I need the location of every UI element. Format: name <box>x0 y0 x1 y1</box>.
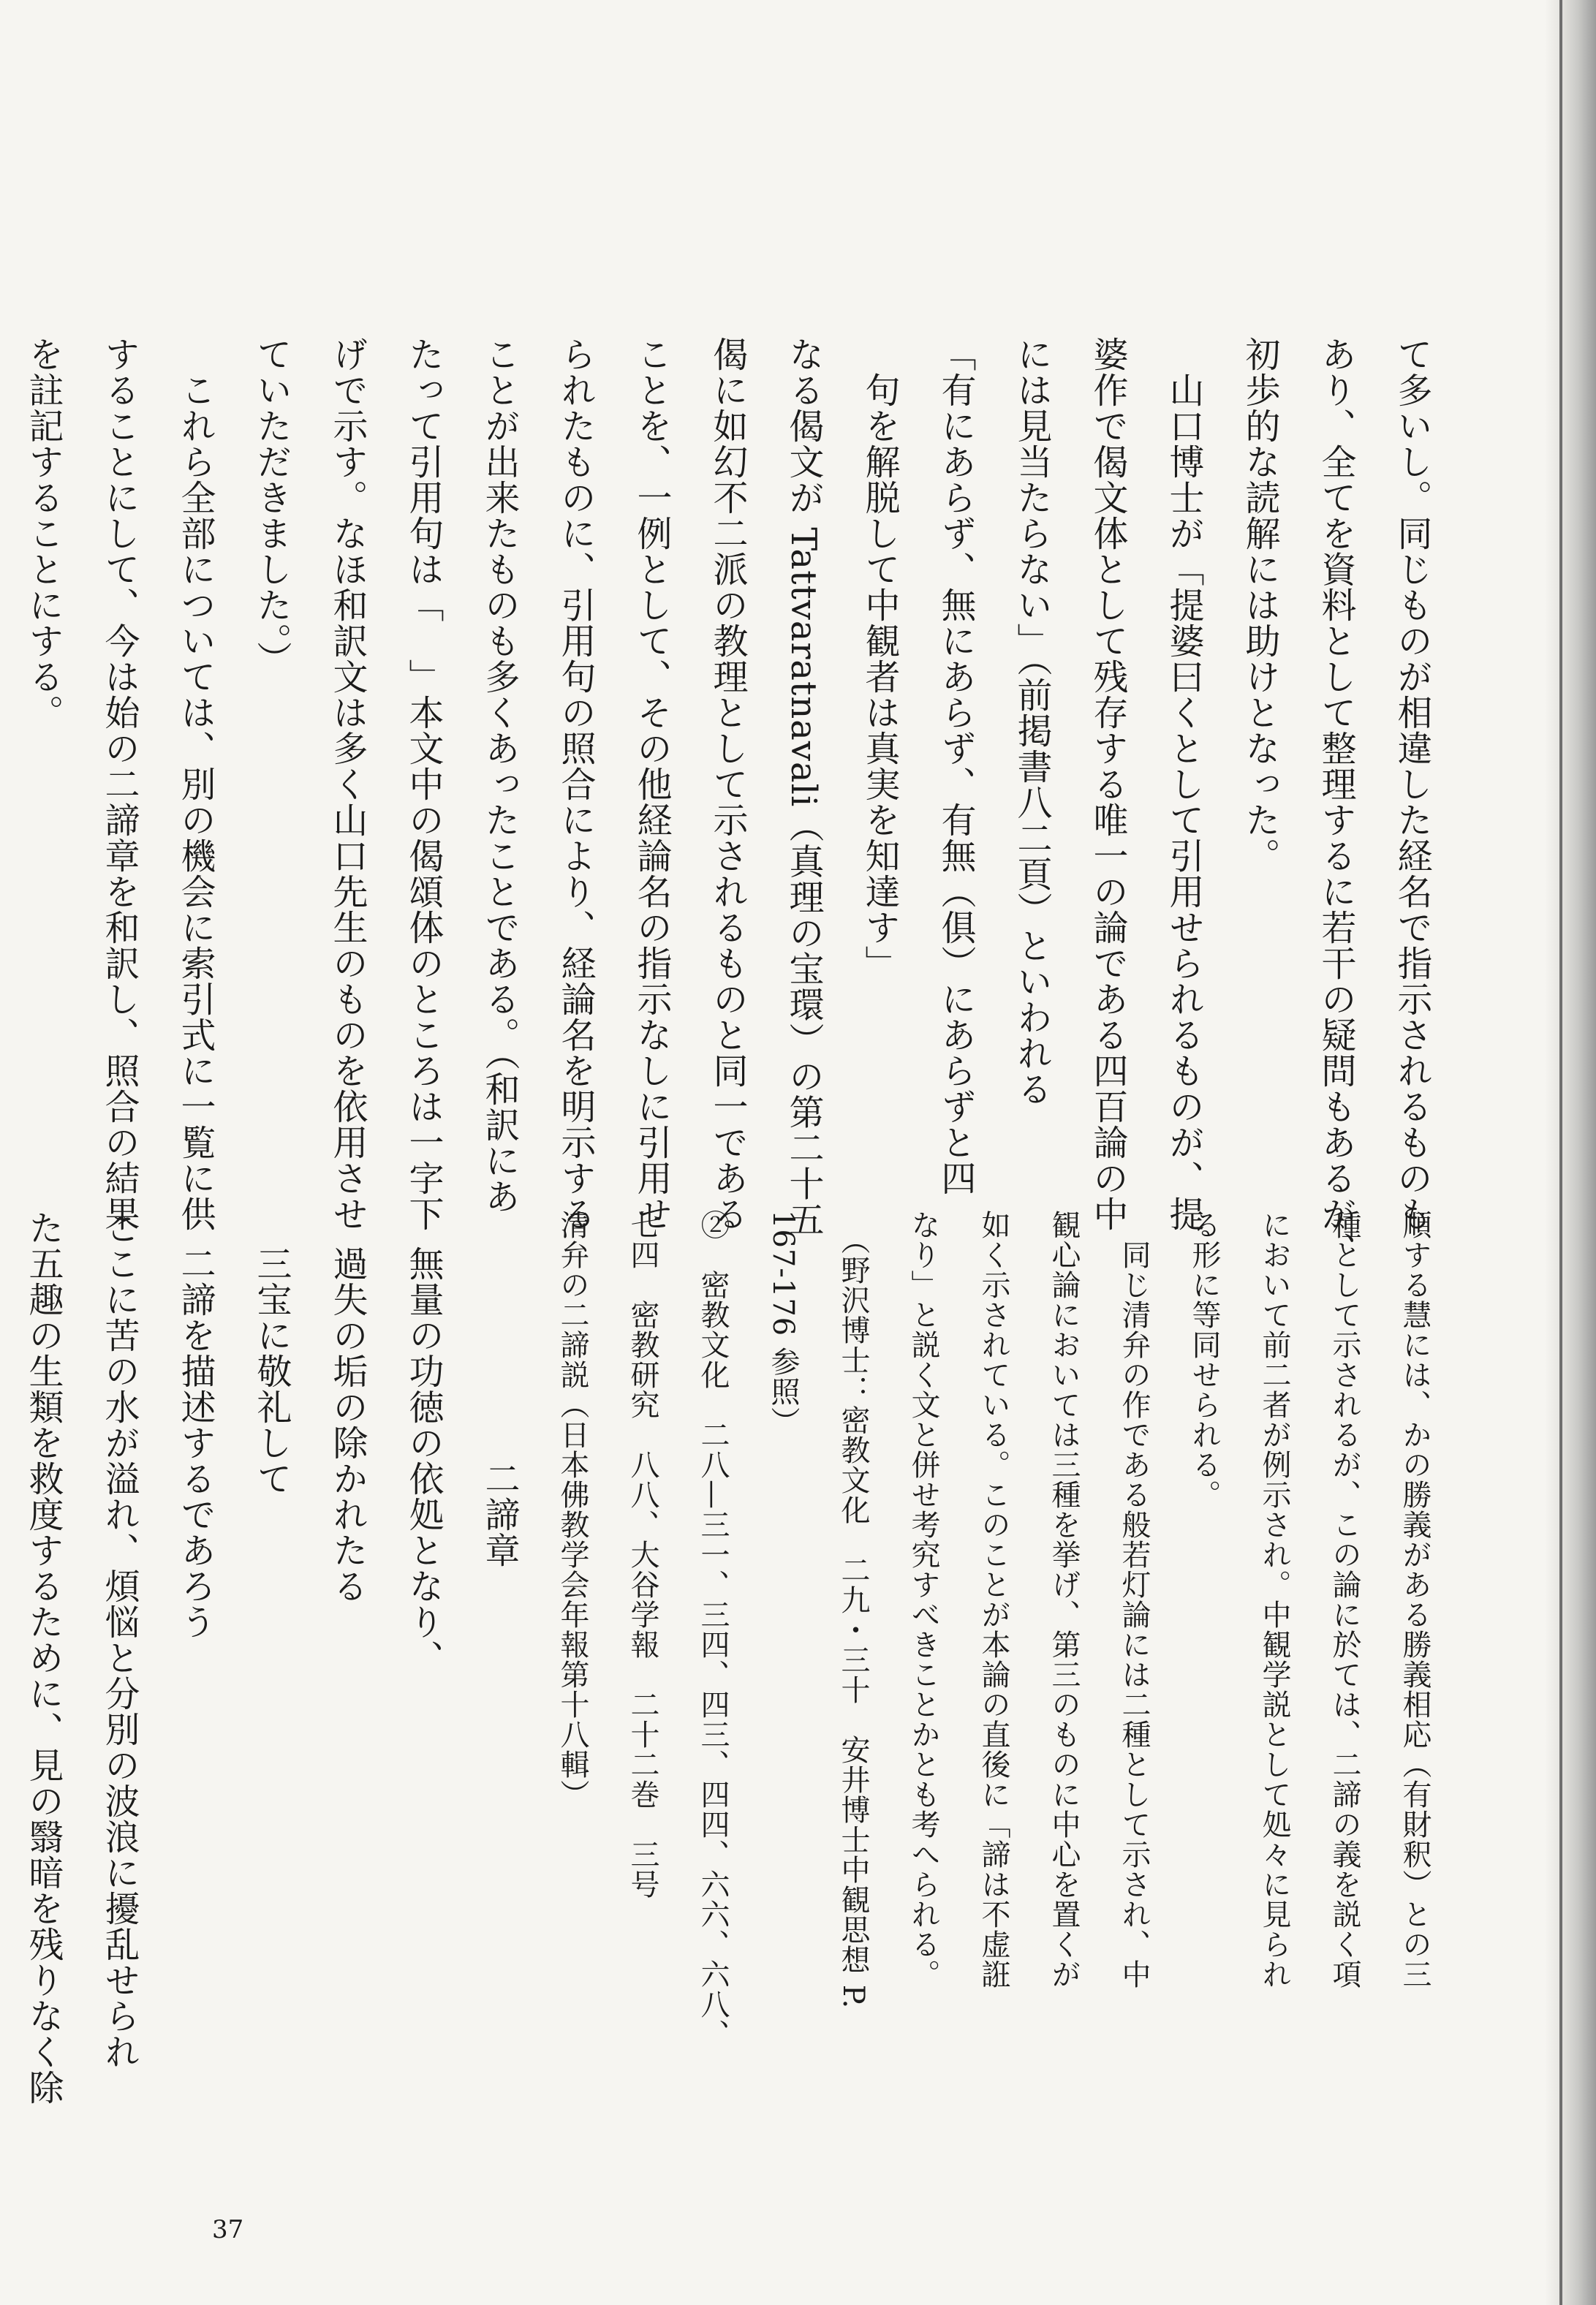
text-line: 二諦章 <box>479 1210 520 1568</box>
text-line: て多いし。同じものが相違した経名で指示されるものも <box>1391 336 1432 1232</box>
lower-text-block <box>0 1210 1450 2197</box>
footnote-line: 種として示されるが、この論に於ては、二諦の義を説く項 <box>1328 1210 1361 1989</box>
text-line: 句を解脱して中観者は真実を知達す」 <box>859 336 900 981</box>
text-line <box>0 1210 5 2197</box>
footnote-line: 観心論においては三種を挙げ、第三のものに中心を置くが <box>1047 1210 1081 1989</box>
text-line: ここに苦の水が溢れ、煩悩と分別の波浪に擾乱せられ <box>99 1210 140 2070</box>
text-line: なる偈文が Tattvaratnavali（真理の宝環）の第二十五 <box>783 336 824 1238</box>
footnote-line: （野沢博士：密教文化 二九・三十 安井博士中観思想 P. <box>836 1210 870 2010</box>
text-line: ていただきました。） <box>251 336 292 677</box>
footnote-line: 如く示されている。このことが本論の直後に「諦は不虚誑 <box>977 1210 1010 1989</box>
footnote-line <box>0 336 5 1140</box>
text-line: たって引用句は「 」本文中の偈頌体のところは一字下 <box>403 336 444 1232</box>
footnote-line: なり」と説く文と併せ考究すべきことかとも考へられる。 <box>907 1210 940 1989</box>
footnote-line: ② 密教文化 二八—三一、三四、四三、四四、六六、六八、 <box>696 1210 730 2049</box>
text-line: 山口博士が「提婆曰くとして引用せられるものが、提 <box>1163 336 1204 1232</box>
text-line: 初歩的な読解には助けとなった。 <box>1239 336 1280 874</box>
text-line: を註記することにする。 <box>23 336 64 730</box>
footnote-line: 七四 密教研究 八八、大谷学報 二十二巻 三号 <box>626 1210 659 1899</box>
text-line: 偈に如幻不二派の教理として示されるものと同一である <box>707 336 748 1232</box>
text-line: 無量の功徳の依処となり、 <box>403 1210 444 1676</box>
text-line: あり、全てを資料として整理するに若干の疑問もあるが、 <box>1315 336 1356 1268</box>
text-line: には見当たらない」（前掲書八二頁）といわれる <box>1011 336 1052 1107</box>
text-line: 「有にあらず、無にあらず、有無（俱）にあらずと四 <box>935 336 976 1196</box>
footnote-line: る形に等同せられる。 <box>1187 1210 1221 1510</box>
upper-text-block <box>0 336 1450 1268</box>
text-line: ことを、一例として、その他経論名の指示なしに引用せ <box>631 336 672 1232</box>
text-line: 三宝に敬礼して <box>251 1210 292 1496</box>
text-line: することにして、今は始の二諦章を和訳し、照合の結果 <box>99 336 140 1232</box>
text-line: これら全部については、別の機会に索引式に一覧に供 <box>175 336 216 1232</box>
footnote-line: において前二者が例示され。中観学説として処々に見られ <box>1257 1210 1291 1989</box>
text-line: 婆作で偈文体として残存する唯一の論である四百論の中 <box>1087 336 1128 1232</box>
footnote-line: 167-176 参照） <box>766 1210 800 1437</box>
text-line: 過失の垢の除かれたる <box>327 1210 368 1604</box>
book-gutter-line <box>1559 0 1562 2305</box>
footnote-line: 同じ清弁の作である般若灯論には二種として示され、中 <box>1117 1210 1151 1989</box>
text-line: げで示す。なほ和訳文は多く山口先生のものを依用させ <box>327 336 368 1232</box>
footnote-line: 清弁の二諦説（日本佛教学会年報第十八輯） <box>556 1210 589 1809</box>
page-number: 37 <box>212 2215 244 2244</box>
text-line: られたものに、引用句の照合により、経論名を明示する <box>555 336 596 1232</box>
text-line: た五趣の生類を救度するために、見の翳暗を残りなく除 <box>23 1210 64 2105</box>
text-line: 二諦を描述するであろう <box>175 1210 216 1640</box>
book-spine-shadow <box>1545 0 1596 2305</box>
footnote-line: 順する慧には、かの勝義がある勝義相応（有財釈）との三 <box>1398 1210 1432 1989</box>
text-line: ことが出来たものも多くあったことである。（和訳にあ <box>479 336 520 1214</box>
